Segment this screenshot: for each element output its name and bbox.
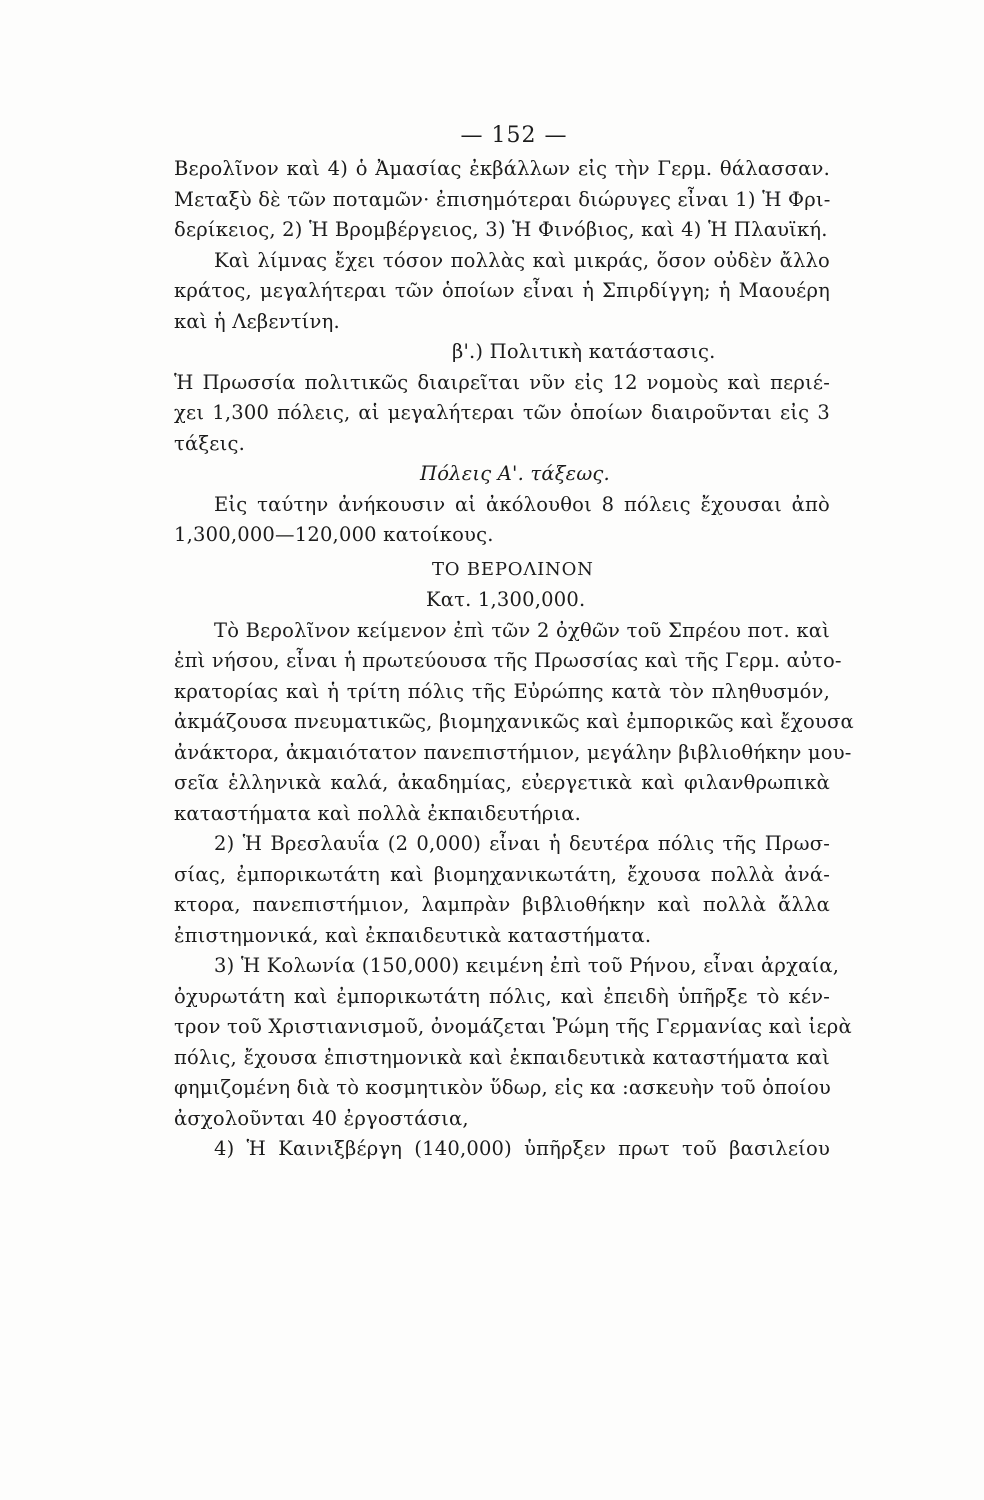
text-line: κρατορίας καὶ ἡ τρίτη πόλις τῆς Εὐρώπης κατὰ τὸν πληθυσμόν,: [174, 679, 830, 703]
text-line: Ἡ Πρωσσία πολιτικῶς διαιρεῖται νῦν εἰς 12 νομοὺς καὶ περιέ-: [174, 370, 830, 394]
text-line: Τὸ Βερολῖνον κείμενον ἐπὶ τῶν 2 ὀχθῶν τοῦ Σπρέου ποτ. καὶ: [214, 618, 830, 642]
text-line: Εἰς ταύτην ἀνήκουσιν αἱ ἀκόλουθοι 8 πόλεις ἔχουσαι ἀπὸ: [214, 492, 830, 516]
text-line: 2) Ἡ Βρεσλαυΐα (2 0,000) εἶναι ἡ δευτέρα πόλις τῆς Πρωσ-: [214, 832, 830, 855]
section-heading: β'.) Πολιτικὴ κατάστασις.: [452, 340, 716, 363]
class-heading: Πόλεις Α'. τάξεως.: [420, 462, 610, 485]
text-line: σεῖα ἑλληνικὰ καλά, ἀκαδημίας, εὐεργετικὰ καὶ φιλανθρωπικὰ: [174, 771, 830, 794]
text-line: τρον τοῦ Χριστιανισμοῦ, ὀνομάζεται Ῥώμη τῆς Γερμανίας καὶ ἱερὰ: [174, 1015, 852, 1038]
paragraph-konigsberg: [174, 1134, 830, 1165]
city-heading: ΤΟ ΒΕΡΟΛΙΝΟΝ: [432, 558, 594, 580]
text-line: 4) Ἡ Καινιξβέργη (140,000) ὑπῆρξεν πρωτ τοῦ βασιλείου: [214, 1137, 830, 1160]
text-line: κτορα, πανεπιστήμιον, λαμπρὰν βιβλιοθήκην καὶ πολλὰ ἄλλα: [174, 893, 830, 916]
text-line: ἀνάκτορα, ἀκμαιότατον πανεπιστήμιον, μεγάλην βιβλιοθήκην μου-: [174, 740, 852, 764]
paragraph-berlin: [174, 616, 854, 830]
city-population: Κατ. 1,300,000.: [426, 588, 586, 611]
paragraph-cologne: [174, 951, 852, 1134]
text-line: Μεταξὺ δὲ τῶν ποταμῶν· ἐπισημότεραι διώρυγες εἶναι 1) Ἡ Φρι-: [174, 187, 831, 211]
text-line: κράτος, μεγαλήτεραι τῶν ὁποίων εἶναι ἡ Σπιρδίγγη; ἡ Μαουέρη: [174, 279, 830, 302]
text-line: ἐπιστημονικά, καὶ ἐκπαιδευτικὰ καταστήματα.: [174, 923, 652, 947]
text-line: καὶ ἡ Λεβεντίνη.: [174, 309, 340, 333]
text-line: ἀκμάζουσα πνευματικῶς, βιομηχανικῶς καὶ ἐμπορικῶς καὶ ἔχουσα: [174, 710, 854, 733]
text-line: ἐπὶ νήσου, εἶναι ἡ πρωτεύουσα τῆς Πρωσσίας καὶ τῆς Γερμ. αὐτο-: [174, 649, 842, 672]
text-line: φημιζομένη διὰ τὸ κοσμητικὸν ὕδωρ, εἰς κα :ασκευὴν τοῦ ὁποίου: [174, 1076, 831, 1099]
page-number: — 152 —: [460, 123, 568, 148]
text-line: καταστήματα καὶ πολλὰ ἐκπαιδευτήρια.: [174, 801, 582, 825]
paragraph-breslau: [174, 829, 830, 951]
text-line: ὀχυρωτάτη καὶ ἐμπορικωτάτη πόλις, καὶ ἐπειδὴ ὑπῆρξε τὸ κέν-: [174, 984, 830, 1008]
text-line: τάξεις.: [174, 431, 245, 455]
text-line: Βερολῖνον καὶ 4) ὁ Ἀμασίας ἐκβάλλων εἰς τὴν Γερμ. θάλασσαν.: [174, 157, 830, 180]
text-line: 1,300,000—120,000 κατοίκους.: [174, 523, 494, 546]
text-line: 3) Ἡ Κολωνία (150,000) κειμένη ἐπὶ τοῦ Ρήνου, εἶναι ἀρχαία,: [214, 954, 840, 977]
paragraph-lakes: [174, 246, 830, 338]
paragraph-rivers-canals: [174, 154, 830, 246]
text-line: χει 1,300 πόλεις, αἱ μεγαλήτεραι τῶν ὁποίων διαιροῦνται εἰς 3: [174, 401, 830, 424]
paragraph-political-division: [174, 368, 830, 460]
text-line: σίας, ἐμπορικωτάτη καὶ βιομηχανικωτάτη, ἔχουσα πολλὰ ἀνά-: [174, 862, 830, 886]
text-line: δερίκειος, 2) Ἡ Βρομβέργειος, 3) Ἡ Φινόβιος, καὶ 4) Ἡ Πλαυϊκή.: [174, 218, 828, 241]
text-line: ἀσχολοῦνται 40 ἐργοστάσια,: [174, 1106, 469, 1130]
text-line: Καὶ λίμνας ἔχει τόσον πολλὰς καὶ μικράς, ὅσον οὐδὲν ἄλλο: [214, 248, 830, 272]
paragraph-first-class-cities: [174, 490, 830, 551]
page-content: [174, 118, 854, 1165]
text-line: πόλις, ἔχουσα ἐπιστημονικὰ καὶ ἐκπαιδευτικὰ καταστήματα καὶ: [174, 1045, 830, 1069]
